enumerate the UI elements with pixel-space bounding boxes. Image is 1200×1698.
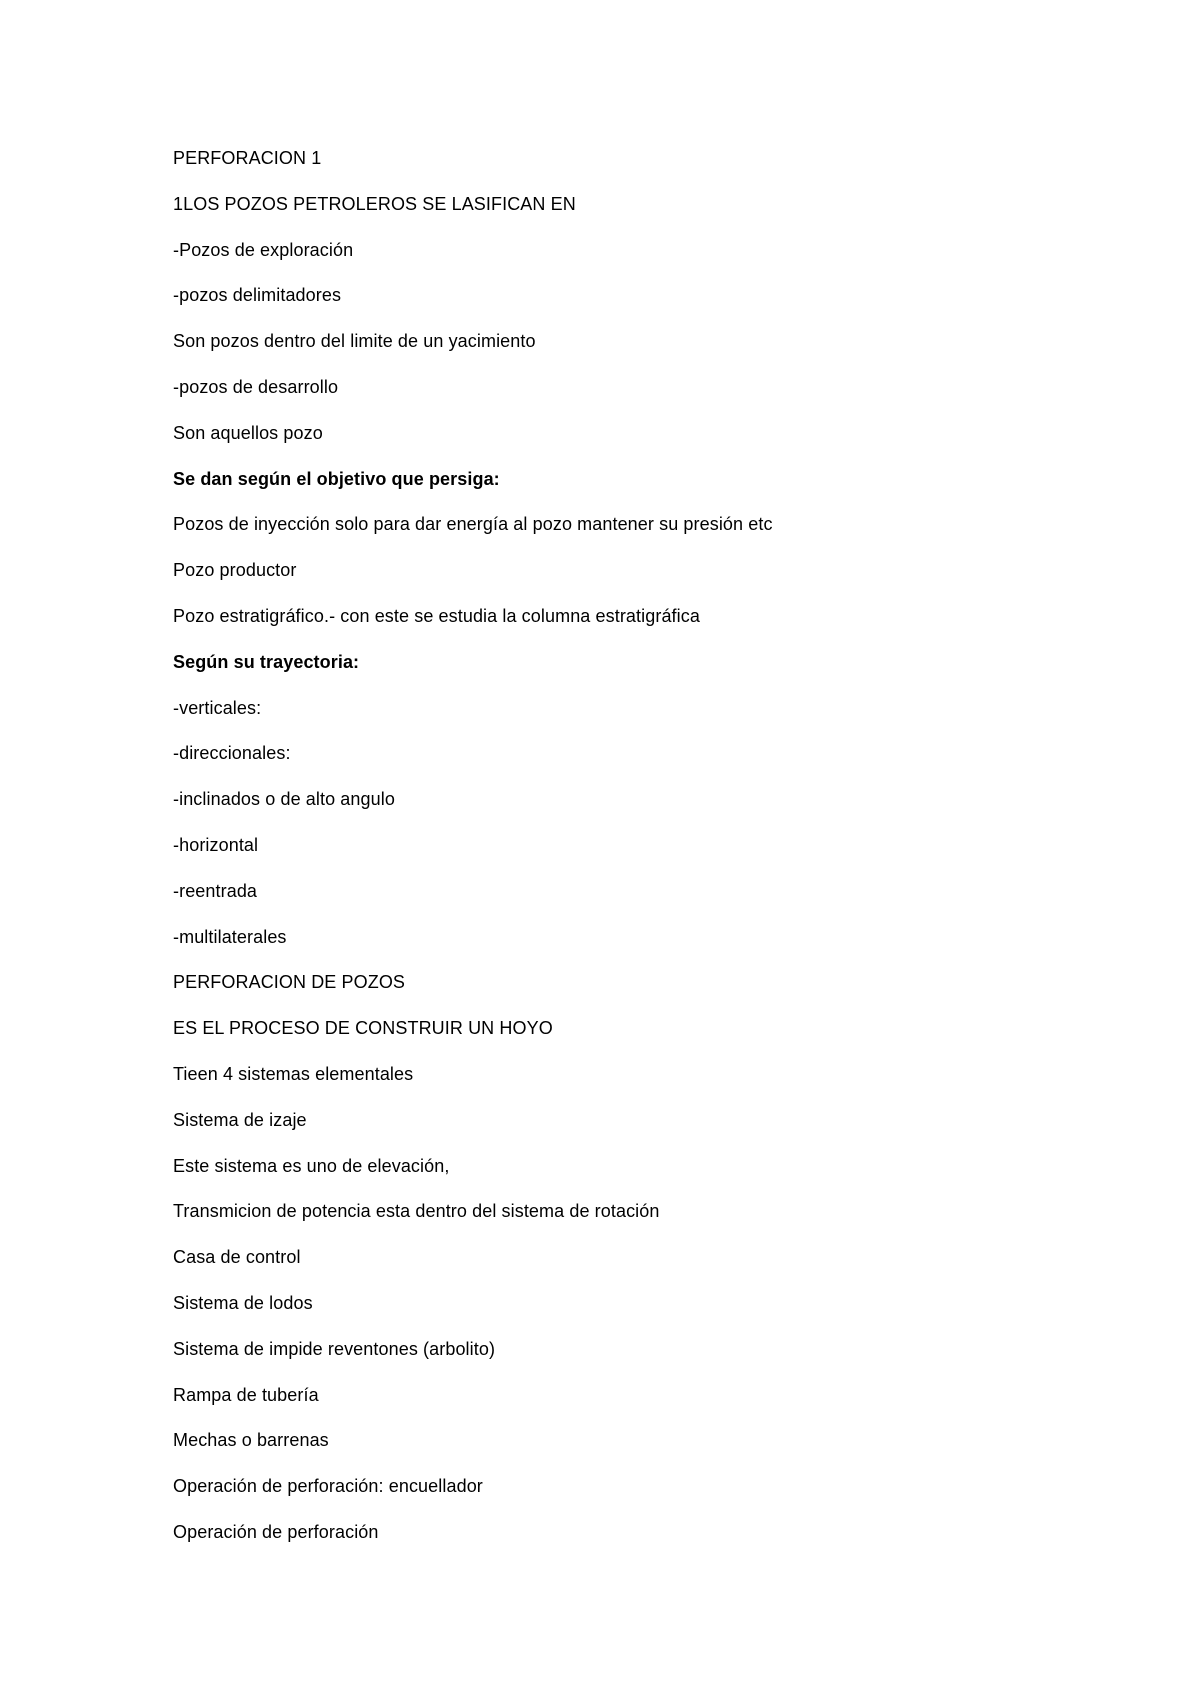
text-line: -horizontal [173,834,259,855]
text-line: Pozos de inyección solo para dar energía al pozo mantener su presión etc [173,514,773,535]
text-line: Mechas o barrenas [173,1430,329,1451]
text-line: 1LOS POZOS PETROLEROS SE LASIFICAN EN [173,193,576,214]
text-line: -pozos de desarrollo [173,376,339,397]
text-line: -pozos delimitadores [173,285,342,306]
text-line: Sistema de impide reventones (arbolito) [173,1338,496,1359]
text-line: Tieen 4 sistemas elementales [173,1063,414,1084]
text-line: Este sistema es uno de elevación, [173,1155,450,1176]
section-heading: Según su trayectoria: [173,651,360,672]
text-line: Son aquellos pozo [173,422,323,443]
text-line: Sistema de izaje [173,1109,307,1130]
text-line: ES EL PROCESO DE CONSTRUIR UN HOYO [173,1018,553,1039]
text-line: -inclinados o de alto angulo [173,789,395,810]
section-heading: Se dan según el objetivo que persiga: [173,468,500,489]
text-line: Sistema de lodos [173,1292,313,1313]
text-line: -Pozos de exploración [173,239,354,260]
text-line: Operación de perforación [173,1521,379,1542]
text-line: Operación de perforación: encuellador [173,1476,483,1497]
text-line: -verticales: [173,697,262,718]
text-line: Pozo estratigráfico.- con este se estudia la columna estratigráfica [173,605,700,626]
text-line: Son pozos dentro del limite de un yacimiento [173,331,536,352]
text-line: Transmicion de potencia esta dentro del sistema de rotación [173,1201,660,1222]
text-line: -reentrada [173,880,258,901]
text-line: Pozo productor [173,560,297,581]
text-line: -direccionales: [173,743,291,764]
text-line: PERFORACION 1 [173,148,322,168]
text-line: Casa de control [173,1247,301,1268]
text-line: Rampa de tubería [173,1384,319,1405]
document-body [173,147,1133,1567]
text-line: -multilaterales [173,926,287,947]
text-line: PERFORACION DE POZOS [173,972,406,993]
